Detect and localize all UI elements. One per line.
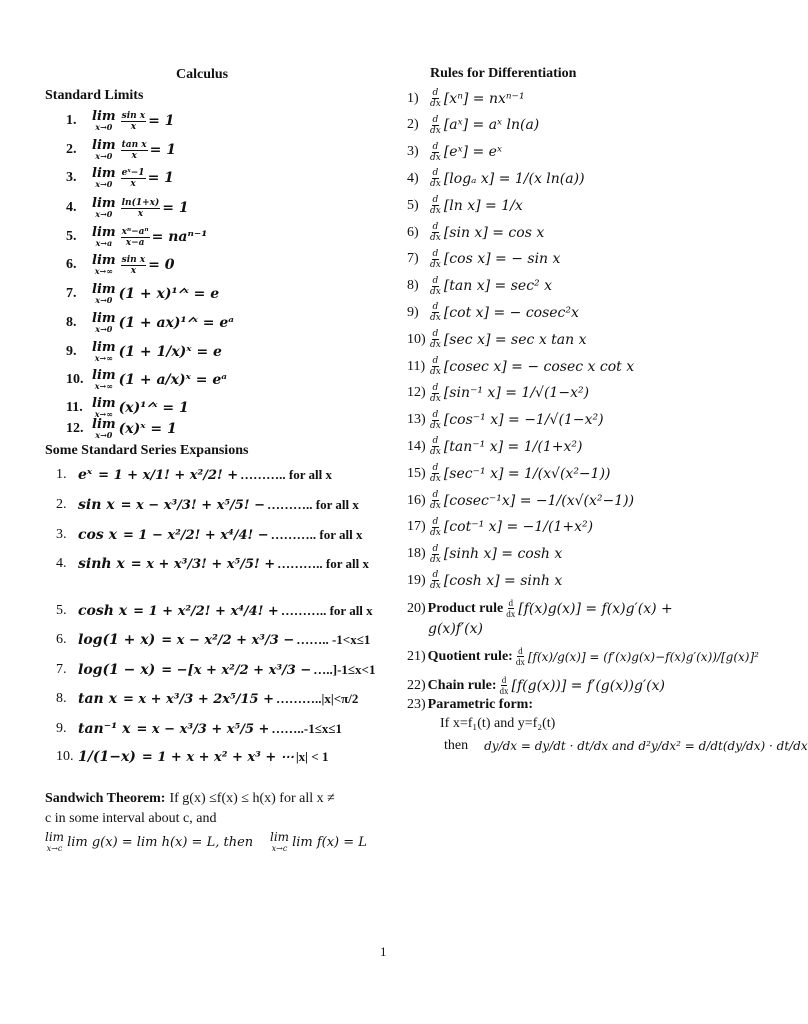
limit-number: 4. (66, 200, 77, 215)
ddx-operator: $\frac{d}{dx}$ (430, 114, 441, 136)
differentiation-rule (407, 222, 544, 243)
differentiation-rule (407, 276, 552, 297)
limit-expression: (x)ˣ = 1 (118, 421, 177, 437)
limit-number: 3. (66, 170, 77, 185)
series-domain: ……….. for all x (270, 527, 363, 542)
standard-limit-item (66, 254, 175, 276)
limit-number: 6. (66, 257, 77, 272)
series-function: 1/(1−x) (78, 749, 136, 765)
series-function: sinh x (78, 556, 125, 572)
series-item (56, 662, 375, 678)
series-domain: ……..-1≤x≤1 (271, 721, 343, 736)
limit-operator: lim x→c (45, 830, 65, 853)
differentiation-rule (407, 436, 582, 457)
differentiation-rule (407, 168, 585, 189)
limit-fraction: $\frac{\text{tan x}}{x}$ (121, 139, 147, 161)
differentiation-rule (407, 517, 593, 538)
series-domain: …….. -1<x≤1 (296, 632, 371, 647)
rule-number: 9) (407, 304, 419, 320)
sandwich-equality: lim g(x) = lim h(x) = L, then (67, 834, 254, 850)
differentiation-rule (407, 570, 562, 591)
series-function: tan x (78, 691, 117, 707)
limit-number: 12. (66, 421, 84, 436)
limit-operator: lim x→0 (92, 196, 116, 219)
series-number: 1. (56, 467, 67, 482)
quotient-rule: 21) Quotient rule: $\frac{d}{dx}$ [f(x)/g(x)] = (f′(x)g(x)−f(x)g′(x))/[g(x)]² (407, 646, 759, 667)
sandwich-theorem-label: Sandwich Theorem: (45, 791, 166, 806)
series-number: 6. (56, 632, 67, 647)
rule-number: 18) (407, 546, 426, 562)
ddx-operator: $\frac{d}{dx}$ (430, 302, 441, 324)
differentiation-rule (407, 463, 611, 484)
ddx-operator: $\frac{d}{dx}$ (430, 329, 441, 351)
limit-number: 11. (66, 400, 83, 415)
ddx-operator: $\frac{d}{dx}$ (430, 382, 441, 404)
rule-number: 7) (407, 251, 419, 267)
ddx-operator: $\frac{d}{dx}$ (430, 490, 441, 511)
differentiation-rule (407, 302, 579, 323)
standard-limit-item (66, 283, 219, 305)
chain-rule-label: Chain rule: (427, 677, 497, 693)
ddx-operator: $\frac{d}{dx}$ (430, 356, 441, 377)
rule-formula: [aˣ] = aˣ ln(a) (443, 117, 540, 134)
standard-limit-item (66, 369, 227, 391)
series-function: sin x (78, 497, 115, 513)
ddx-operator: $\frac{d}{dx}$ (430, 409, 441, 431)
series-expansion: = x − x²/2 + x³/3 − (161, 632, 295, 648)
series-expansion: = x + x³/3! + x⁵/5! + (130, 556, 276, 572)
series-domain: ……….. for all x (240, 467, 332, 482)
limit-number: 9. (66, 344, 77, 359)
rule-number: 6) (407, 224, 419, 240)
rule-number: 10) (407, 331, 426, 347)
standard-limit-item (66, 197, 189, 219)
limit-number: 10. (66, 372, 84, 387)
standard-limit-item (66, 418, 177, 440)
rule-number: 17) (407, 519, 426, 535)
rule-number: 5) (407, 197, 419, 213)
sandwich-theorem-line2 (45, 811, 216, 827)
limit-expression: (1 + 1/x)ˣ = e (118, 344, 222, 360)
rule-formula: [sinh x] = cosh x (443, 546, 563, 563)
ddx-operator: $\frac{d}{dx}$ (430, 141, 441, 163)
limit-expression: (1 + ax)¹ᐟˣ = eᵃ (118, 315, 234, 331)
sandwich-theorem-line1 (45, 791, 335, 807)
limit-number: 8. (66, 315, 77, 330)
series-domain: ……….. for all x (266, 497, 359, 512)
series-function: log(1 − x) (78, 662, 156, 678)
series-domain: |x| < 1 (295, 749, 329, 764)
limit-fraction: $\frac{\text{xⁿ−aⁿ}}{x-a}$ (121, 226, 149, 248)
rule-number: 12) (407, 385, 426, 401)
standard-limit-item (66, 397, 189, 419)
rule-formula: [sec⁻¹ x] = 1/(x√(x²−1)) (443, 465, 611, 482)
ddx-operator: $\frac{d}{dx}$ (430, 222, 441, 243)
limit-result: = 1 (147, 170, 174, 186)
quotient-rule-label: Quotient rule: (427, 648, 513, 664)
limit-operator: lim x→0 (92, 109, 116, 132)
series-heading: Some Standard Series Expansions (45, 443, 249, 458)
series-number: 7. (56, 662, 67, 677)
limit-number: 5. (66, 229, 77, 244)
series-item (56, 749, 328, 765)
product-rule-label: Product rule (427, 600, 504, 616)
limit-operator: lim x→0 (92, 166, 116, 189)
series-item (56, 467, 332, 483)
chain-rule: 22) Chain rule: $\frac{d}{dx}$ [f(g(x))] = f′(g(x))g′(x) (407, 675, 665, 696)
series-domain: ………..|x|<π/2 (275, 691, 359, 706)
product-rule-cont: g(x)f′(x) (428, 621, 483, 637)
ddx-operator: $\frac{d}{dx}$ (430, 275, 441, 297)
rule-number: 8) (407, 278, 419, 294)
limit-operator: lim x→∞ (92, 368, 116, 391)
limit-expression: (1 + x)¹ᐟˣ = e (118, 286, 220, 302)
differentiation-rule (407, 88, 525, 109)
rule-formula: [eˣ] = eˣ (443, 144, 502, 161)
series-function: tan⁻¹ x (78, 721, 131, 737)
limit-number: 1. (66, 113, 77, 128)
series-function: eˣ (78, 467, 93, 483)
rule-number: 11) (407, 358, 426, 374)
limit-result: = 1 (149, 142, 177, 158)
series-item (56, 556, 369, 572)
limit-result: = 0 (148, 257, 175, 273)
rule-formula: [cosh x] = sinh x (443, 572, 563, 589)
series-number: 8. (56, 691, 67, 706)
rule-number: 2) (407, 117, 419, 133)
differentiation-rule (407, 115, 539, 136)
series-expansion: = −[x + x²/2 + x³/3 − (161, 662, 312, 678)
differentiation-rule (407, 142, 502, 163)
differentiation-rule (407, 490, 634, 511)
ddx-operator: $\frac{d}{dx}$ (499, 675, 509, 696)
rule-formula: [sin x] = cos x (443, 224, 545, 241)
differentiation-rule (407, 329, 587, 350)
ddx-operator: $\frac{d}{dx}$ (430, 195, 441, 217)
rule-number: 14) (407, 438, 426, 454)
differentiation-rule (407, 356, 634, 377)
limit-operator: lim x→∞ (92, 340, 116, 363)
series-number: 9. (56, 721, 67, 736)
ddx-operator: $\frac{d}{dx}$ (430, 248, 441, 270)
rule-formula: [cosec⁻¹x] = −1/(x√(x²−1)) (443, 492, 635, 509)
limit-operator: lim x→0 (92, 417, 116, 440)
standard-limit-item (66, 110, 175, 132)
rule-formula: [logₐ x] = 1/(x ln(a)) (443, 170, 585, 187)
rule-formula: [cos x] = − sin x (443, 251, 561, 268)
series-item (56, 603, 373, 619)
ddx-operator: $\frac{d}{dx}$ (430, 88, 441, 109)
limit-operator: lim x→0 (92, 138, 116, 161)
rule-formula: [ln x] = 1/x (443, 197, 523, 214)
product-rule: 20) Product rule $\frac{d}{dx}$ [f(x)g(x)] = f(x)g′(x) + (407, 598, 673, 619)
ddx-operator: $\frac{d}{dx}$ (506, 598, 516, 619)
limit-fraction: $\frac{\text{sin x}}{x}$ (121, 254, 146, 276)
series-domain: …..]-1≤x<1 (313, 662, 376, 677)
rule-formula: [sin⁻¹ x] = 1/√(1−x²) (443, 385, 590, 402)
ddx-operator: $\frac{d}{dx}$ (430, 436, 441, 458)
series-expansion: = 1 + x²/2! + x⁴/4! + (133, 603, 279, 619)
rule-formula: [cosec x] = − cosec x cot x (443, 358, 635, 375)
limit-operator: lim x→0 (92, 311, 116, 334)
limit-fraction: $\frac{\text{eˣ−1}}{x}$ (121, 167, 145, 189)
standard-limit-item (66, 167, 174, 189)
standard-limit-item (66, 312, 234, 334)
limit-operator: lim x→c (270, 830, 290, 853)
standard-limit-item (66, 139, 176, 161)
rule-formula: [cot⁻¹ x] = −1/(1+x²) (443, 519, 594, 536)
rule-formula: [xⁿ] = nxⁿ⁻¹ (443, 90, 525, 107)
rule-number: 4) (407, 170, 419, 186)
series-expansion: = 1 − x²/2! + x⁴/4! − (122, 527, 269, 543)
limit-expression: (x)¹ᐟˣ = 1 (118, 400, 189, 416)
rule-formula: [sec x] = sec x tan x (443, 331, 587, 348)
series-domain: ……….. for all x (280, 603, 373, 618)
series-item (56, 497, 359, 513)
rule-number: 13) (407, 412, 426, 428)
series-function: cos x (78, 527, 117, 543)
ddx-operator: $\frac{d}{dx}$ (430, 516, 441, 538)
series-number: 10. (56, 749, 74, 764)
series-expansion: = 1 + x/1! + x²/2! + (98, 467, 239, 483)
limit-result: = 1 (148, 113, 175, 129)
sandwich-interval: c in some interval about c, and (45, 811, 217, 826)
differentiation-rule (407, 249, 560, 270)
limit-operator: lim x→0 (92, 282, 116, 305)
sandwich-conclusion: lim x→c lim f(x) = L (270, 830, 367, 853)
limit-result: = naⁿ⁻¹ (151, 229, 208, 245)
limit-operator: lim x→a (92, 225, 116, 248)
rule-number: 15) (407, 465, 426, 481)
ddx-operator: $\frac{d}{dx}$ (430, 543, 441, 565)
ddx-operator: $\frac{d}{dx}$ (515, 646, 525, 667)
ddx-operator: $\frac{d}{dx}$ (430, 168, 441, 190)
differentiation-heading: Rules for Differentiation (430, 66, 577, 81)
series-function: log(1 + x) (78, 632, 156, 648)
series-domain: ……….. for all x (277, 556, 369, 571)
rule-number: 16) (407, 492, 426, 508)
series-item (56, 527, 362, 543)
series-expansion: = x + x³/3 + 2x⁵/15 + (122, 691, 274, 707)
limit-result: = 1 (162, 200, 189, 216)
parametric-form: 23) Parametric form: (407, 697, 533, 712)
rule-formula: [tan x] = sec² x (443, 278, 553, 295)
series-item (56, 632, 370, 648)
series-number: 4. (56, 556, 67, 571)
rule-formula: [cos⁻¹ x] = −1/√(1−x²) (443, 412, 604, 429)
standard-limit-item (66, 341, 222, 363)
rule-formula: [tan⁻¹ x] = 1/(1+x²) (443, 438, 583, 455)
page-title: Calculus (176, 67, 229, 82)
series-item (56, 721, 342, 737)
ddx-operator: $\frac{d}{dx}$ (430, 570, 441, 592)
limit-operator: lim x→∞ (92, 253, 116, 276)
rule-number: 3) (407, 144, 419, 160)
standard-limit-item (66, 226, 207, 248)
differentiation-rule (407, 383, 589, 404)
limit-fraction: $\frac{\ln(1+x)}{x}$ (121, 197, 160, 219)
parametric-derivative: then dy/dx = dy/dt · dt/dx and d²y/dx² = d/dt(dy/dx) · dt/dx (444, 738, 808, 753)
limit-number: 7. (66, 286, 77, 301)
differentiation-rule (407, 410, 604, 431)
limit-fraction: $\frac{\text{sin x}}{x}$ (121, 110, 146, 132)
series-number: 5. (56, 603, 67, 618)
ddx-operator: $\frac{d}{dx}$ (430, 463, 441, 485)
rule-number: 1) (407, 90, 419, 106)
parametric-form-label: Parametric form: (427, 697, 533, 712)
series-number: 3. (56, 527, 67, 542)
limit-operator: lim x→∞ (92, 396, 116, 419)
differentiation-rule (407, 195, 523, 216)
sandwich-theorem-line3 (45, 831, 253, 853)
standard-limits-heading: Standard Limits (45, 88, 144, 103)
series-expansion: = x − x³/3! + x⁵/5! − (120, 497, 265, 513)
rule-formula: [cot x] = − cosec²x (443, 304, 579, 321)
sandwich-condition: If g(x) ≤f(x) ≤ h(x) for all x ≠ (169, 791, 335, 806)
series-function: cosh x (78, 603, 128, 619)
series-expansion: = x − x³/3 + x⁵/5 + (136, 721, 270, 737)
rule-number: 19) (407, 572, 426, 588)
limit-expression: (1 + a/x)ˣ = eᵃ (118, 372, 227, 388)
series-expansion: = 1 + x + x² + x³ + ⋯ (141, 749, 294, 765)
limit-number: 2. (66, 142, 77, 157)
page-number: 1 (380, 944, 387, 959)
series-number: 2. (56, 497, 67, 512)
parametric-definition: If x=f₁(t) and y=f₂(t) (440, 716, 556, 731)
differentiation-rule (407, 544, 562, 565)
series-item (56, 691, 358, 707)
